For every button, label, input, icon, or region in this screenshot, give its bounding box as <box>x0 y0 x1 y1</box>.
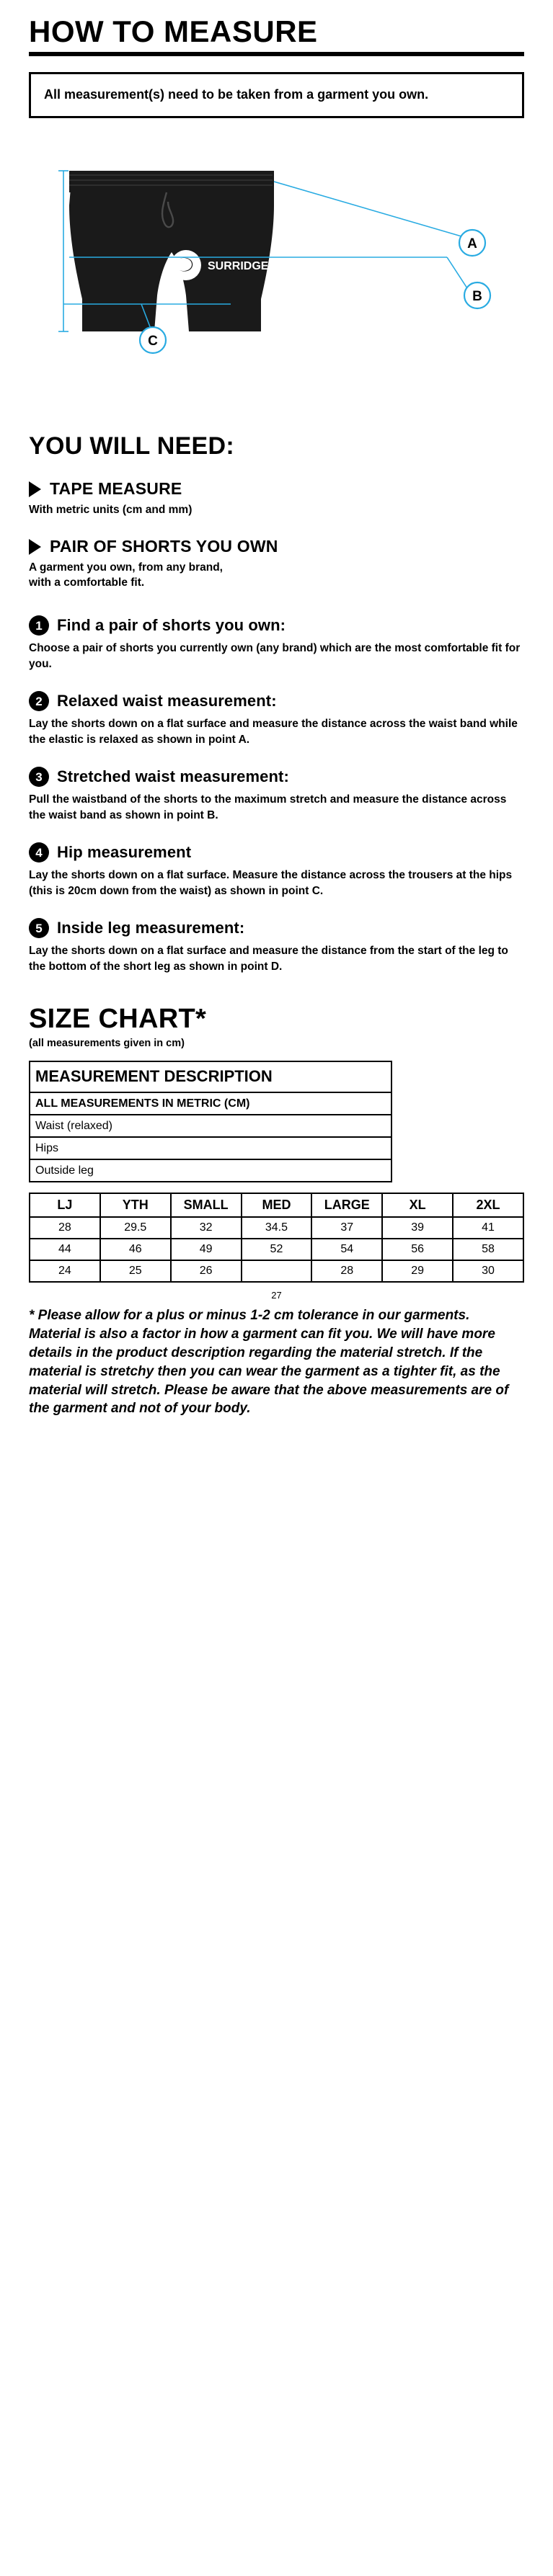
cell: 56 <box>382 1239 453 1260</box>
size-column-lj: LJ <box>30 1193 100 1217</box>
label-b <box>464 282 490 308</box>
steps-list <box>29 615 524 975</box>
cell: 46 <box>100 1239 171 1260</box>
size-values-table <box>29 1193 524 1283</box>
notice-box <box>29 72 524 118</box>
page-number: 27 <box>271 1290 282 1301</box>
triangle-bullet-icon <box>29 481 41 497</box>
cell: 26 <box>171 1260 242 1282</box>
table-row <box>30 1239 523 1260</box>
step-3 <box>29 767 524 824</box>
cell: 32 <box>171 1217 242 1239</box>
step-5 <box>29 918 524 975</box>
table-row <box>30 1217 523 1239</box>
measurement-description-table <box>29 1061 392 1182</box>
step-body: Lay the shorts down on a flat surface. Measure the distance across the trousers at the hips (this is 20cm down from the waist) as shown in point C. <box>29 869 513 898</box>
cell: 39 <box>382 1217 453 1239</box>
notice-text: All measurement(s) need to be taken from a garment you own. <box>44 87 429 102</box>
step-body: Pull the waistband of the shorts to the maximum stretch and measure the distance across the waist band as shown in point B. <box>29 793 507 822</box>
step-title: Relaxed waist measurement: <box>57 692 277 710</box>
shorts-graphic <box>69 171 274 331</box>
page-title-bar <box>29 16 524 56</box>
measurement-row-hips: Hips <box>30 1137 391 1159</box>
step-title: Hip measurement <box>57 843 192 862</box>
size-column-2xl: 2XL <box>453 1193 523 1217</box>
svg-text:B: B <box>472 289 482 305</box>
cell: 54 <box>311 1239 382 1260</box>
shorts-diagram <box>0 151 553 389</box>
page-title: HOW TO MEASURE <box>29 14 318 48</box>
step-1 <box>29 615 524 672</box>
cell: 24 <box>30 1260 100 1282</box>
how-to-measure-page <box>0 16 553 2576</box>
cell: 29 <box>382 1260 453 1282</box>
table-row <box>30 1159 391 1182</box>
label-a <box>459 230 485 256</box>
step-body: Lay the shorts down on a flat surface and measure the distance from the start of the leg to the bottom of the short leg as shown in point D. <box>29 945 508 973</box>
table-row <box>30 1137 391 1159</box>
table-header-row <box>30 1193 523 1217</box>
table-row <box>30 1260 523 1282</box>
step-body: Lay the shorts down on a flat surface and measure the distance across the waist band while the elastic is relaxed as shown in point A. <box>29 718 518 746</box>
svg-text:C: C <box>148 334 158 349</box>
measurement-description-header: MEASUREMENT DESCRIPTION <box>30 1061 391 1092</box>
need-item-sub: With metric units (cm and mm) <box>29 504 193 517</box>
step-title: Inside leg measurement: <box>57 919 245 937</box>
triangle-bullet-icon <box>29 539 41 555</box>
table-row <box>30 1115 391 1137</box>
cell: 28 <box>30 1217 100 1239</box>
step-number-badge: 2 <box>29 691 49 711</box>
size-column-med: MED <box>242 1193 312 1217</box>
step-title: Find a pair of shorts you own: <box>57 616 286 635</box>
cell: 34.5 <box>242 1217 312 1239</box>
step-4 <box>29 842 524 899</box>
cell: 30 <box>453 1260 523 1282</box>
measurement-row-waist: Waist (relaxed) <box>30 1115 391 1137</box>
cell: 25 <box>100 1260 171 1282</box>
metric-row: ALL MEASUREMENTS IN METRIC (CM) <box>30 1092 391 1115</box>
step-number-badge: 1 <box>29 615 49 636</box>
label-c <box>140 327 166 353</box>
footnote-text: * Please allow for a plus or minus 1-2 cm tolerance in our garments. Material is also a factor in how a garment can fit you. We will have more details in the product description regarding the material stretch. If the material is stretchy then you can wear the garment as a tighter fit, as the material will stretch. Please be aware that the above measurements are of the garment and not of your body. <box>29 1308 509 1417</box>
cell: 58 <box>453 1239 523 1260</box>
need-item-tape-measure <box>29 479 524 518</box>
need-item-title: PAIR OF SHORTS YOU OWN <box>50 537 278 556</box>
step-number-badge: 3 <box>29 767 49 787</box>
need-item-title: TAPE MEASURE <box>50 479 182 499</box>
step-2 <box>29 691 524 748</box>
need-item-sub: A garment you own, from any brand, with a comfortable fit. <box>29 561 223 589</box>
shorts-diagram-svg <box>0 151 553 389</box>
size-column-yth: YTH <box>100 1193 171 1217</box>
cell: 28 <box>311 1260 382 1282</box>
size-column-small: SMALL <box>171 1193 242 1217</box>
size-chart-subheading: (all measurements given in cm) <box>29 1038 185 1050</box>
step-body: Choose a pair of shorts you currently own (any brand) which are the most comfortable fit for you. <box>29 642 521 671</box>
cell <box>242 1260 312 1282</box>
table-row <box>30 1092 391 1115</box>
step-title: Stretched waist measurement: <box>57 767 289 786</box>
cell: 37 <box>311 1217 382 1239</box>
you-will-need-heading: YOU WILL NEED: <box>29 432 235 460</box>
size-chart-heading: SIZE CHART* <box>29 1004 207 1035</box>
step-number-badge: 5 <box>29 918 49 938</box>
cell: 49 <box>171 1239 242 1260</box>
cell: 44 <box>30 1239 100 1260</box>
svg-text:SURRIDGE: SURRIDGE <box>208 260 269 273</box>
cell: 41 <box>453 1217 523 1239</box>
measurement-row-outside-leg: Outside leg <box>30 1159 391 1182</box>
cell: 52 <box>242 1239 312 1260</box>
svg-text:A: A <box>467 236 477 252</box>
size-column-large: LARGE <box>311 1193 382 1217</box>
need-item-shorts <box>29 537 524 591</box>
step-number-badge: 4 <box>29 842 49 863</box>
size-column-xl: XL <box>382 1193 453 1217</box>
table-row <box>30 1061 391 1092</box>
cell: 29.5 <box>100 1217 171 1239</box>
